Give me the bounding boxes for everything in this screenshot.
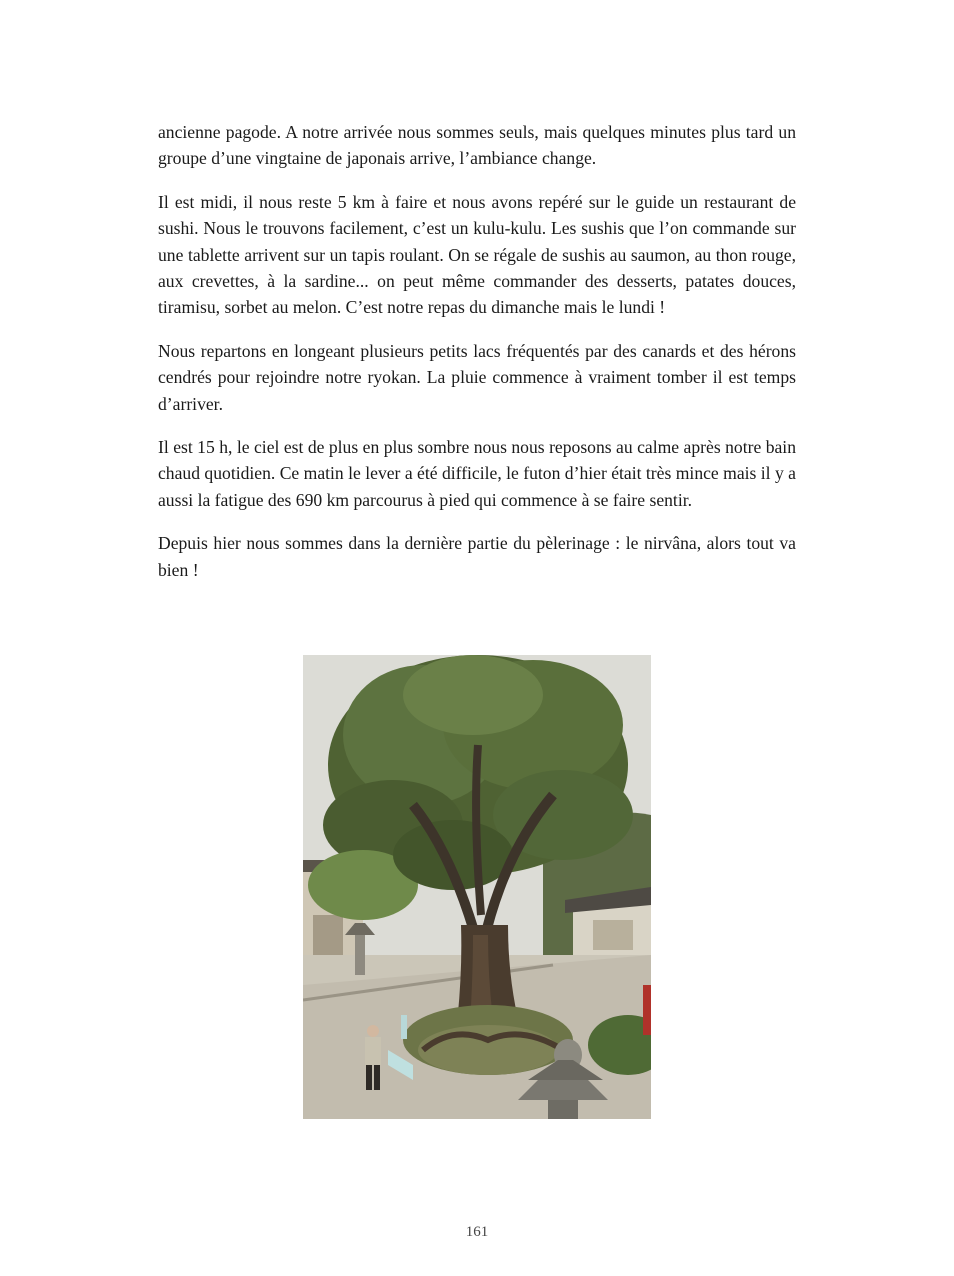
paragraph-2: Il est midi, il nous reste 5 km à faire et nous avons repéré sur le guide un restaurant de sushi. Nous le trouvons facilement, c’est un kulu-kulu. Les sushis que l’on commande sur une tablette arrivent sur un tapis roulant. On se régale de sushis au saumon, au thon rouge, aux crevettes, à la sardine... on peut même commander des desserts, patates douces, tiramisu, sorbet au melon. C’est notre repas du dimanche mais le lundi ! <box>158 191 796 318</box>
paragraph-4: Il est 15 h, le ciel est de plus en plus sombre nous nous reposons au calme après notre bain chaud quotidien. Ce matin le lever a été difficile, le futon d’hier était très mince mais il y a aussi la fatigue des 690 km parcourus à pied qui commence à se faire sentir. <box>158 437 796 510</box>
paragraph-3: Nous repartons en longeant plusieurs petits lacs fréquentés par des canards et des hérons cendrés pour rejoindre notre ryokan. La pluie commence à vraiment tomber il est temps d’arriver. <box>158 340 796 414</box>
tree-photo <box>303 655 651 1119</box>
body-text <box>158 119 796 600</box>
paragraph-1: ancienne pagode. A notre arrivée nous sommes seuls, mais quelques minutes plus tard un groupe d’une vingtaine de japonais arrive, l’ambiance change. <box>158 122 796 169</box>
paragraph-5: Depuis hier nous sommes dans la dernière partie du pèlerinage : le nirvâna, alors tout va bien ! <box>158 533 796 580</box>
page-number: 161 <box>465 1224 489 1240</box>
